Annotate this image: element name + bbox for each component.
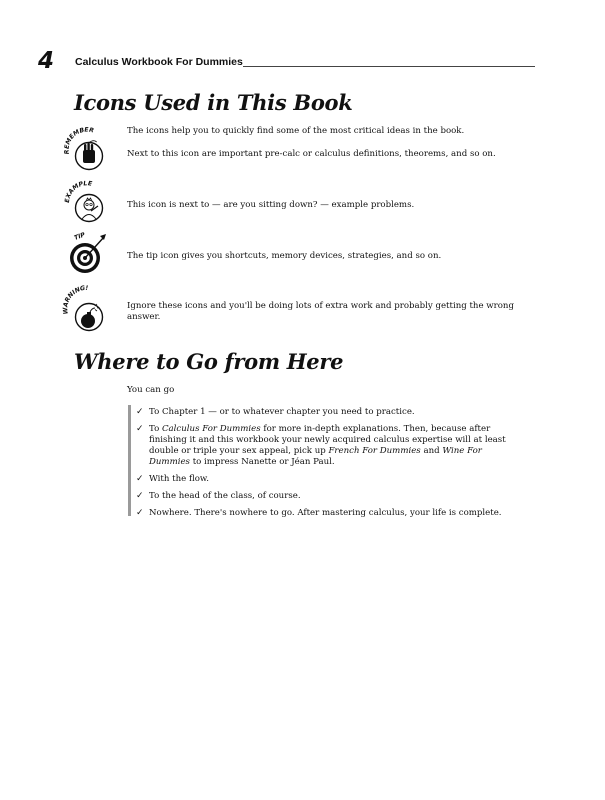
- list-item-text: With the flow.: [149, 474, 209, 484]
- header-rule: [243, 66, 535, 67]
- running-header: [38, 48, 535, 74]
- icons-section-title: Icons Used in This Book: [74, 90, 353, 115]
- book-title: French For Dummies: [328, 446, 421, 456]
- icons-intro: The icons help you to quickly find some of the most critical ideas in the book.: [127, 126, 465, 136]
- check-icon: ✓: [136, 474, 144, 484]
- remember-text: Next to this icon are important pre-calc or calculus definitions, theorems, and so on.: [127, 149, 496, 159]
- list-item-text: [149, 424, 506, 467]
- where-list: [136, 407, 516, 525]
- warning-text: Ignore these icons and you'll be doing lots of extra work and probably getting the wrong answer.: [127, 301, 514, 322]
- tip-icon-label: TIP: [73, 231, 87, 242]
- tip-text: The tip icon gives you shortcuts, memory devices, strategies, and so on.: [127, 251, 442, 261]
- remember-icon-label: REMEMBER: [63, 126, 95, 155]
- list-item-text: To Chapter 1 — or to whatever chapter you need to practice.: [149, 407, 415, 417]
- list-sidebar-bar: [128, 405, 131, 516]
- warning-icon: [62, 284, 108, 334]
- list-item-text-part: and: [420, 446, 443, 456]
- where-intro: You can go: [127, 385, 175, 395]
- list-item-text-part: To: [149, 424, 162, 434]
- list-item-text: Nowhere. There's nowhere to go. After mastering calculus, your life is complete.: [149, 508, 502, 518]
- list-item: [136, 508, 516, 519]
- tip-icon: [64, 232, 108, 276]
- where-section-title: Where to Go from Here: [74, 349, 344, 374]
- running-title: Calculus Workbook For Dummies: [75, 56, 243, 68]
- list-item: [136, 407, 516, 418]
- list-item-text-part: for more in-depth explanations. Then, because after finishing it and this workbook your newly acquired calculus expertise will at least double or triple your sex appeal, pick up: [149, 424, 506, 456]
- book-title: Wine For Dummies: [149, 446, 482, 467]
- remember-icon: [63, 126, 108, 173]
- check-icon: ✓: [136, 424, 144, 434]
- list-item-text-part: to impress Nanette or Jéan Paul.: [189, 457, 335, 467]
- example-text: This icon is next to — are you sitting down? — example problems.: [127, 200, 415, 210]
- list-item-text: To the head of the class, of course.: [149, 491, 301, 501]
- list-item: [136, 491, 516, 502]
- list-item: [136, 424, 516, 468]
- check-icon: ✓: [136, 491, 144, 501]
- example-icon: [64, 180, 108, 224]
- page-number: 4: [38, 48, 55, 74]
- book-title: Calculus For Dummies: [161, 424, 261, 434]
- example-icon-label: EXAMPLE: [63, 180, 93, 204]
- check-icon: ✓: [136, 407, 144, 417]
- list-item: [136, 474, 516, 485]
- check-icon: ✓: [136, 508, 144, 518]
- warning-icon-label: WARNING!: [62, 284, 89, 315]
